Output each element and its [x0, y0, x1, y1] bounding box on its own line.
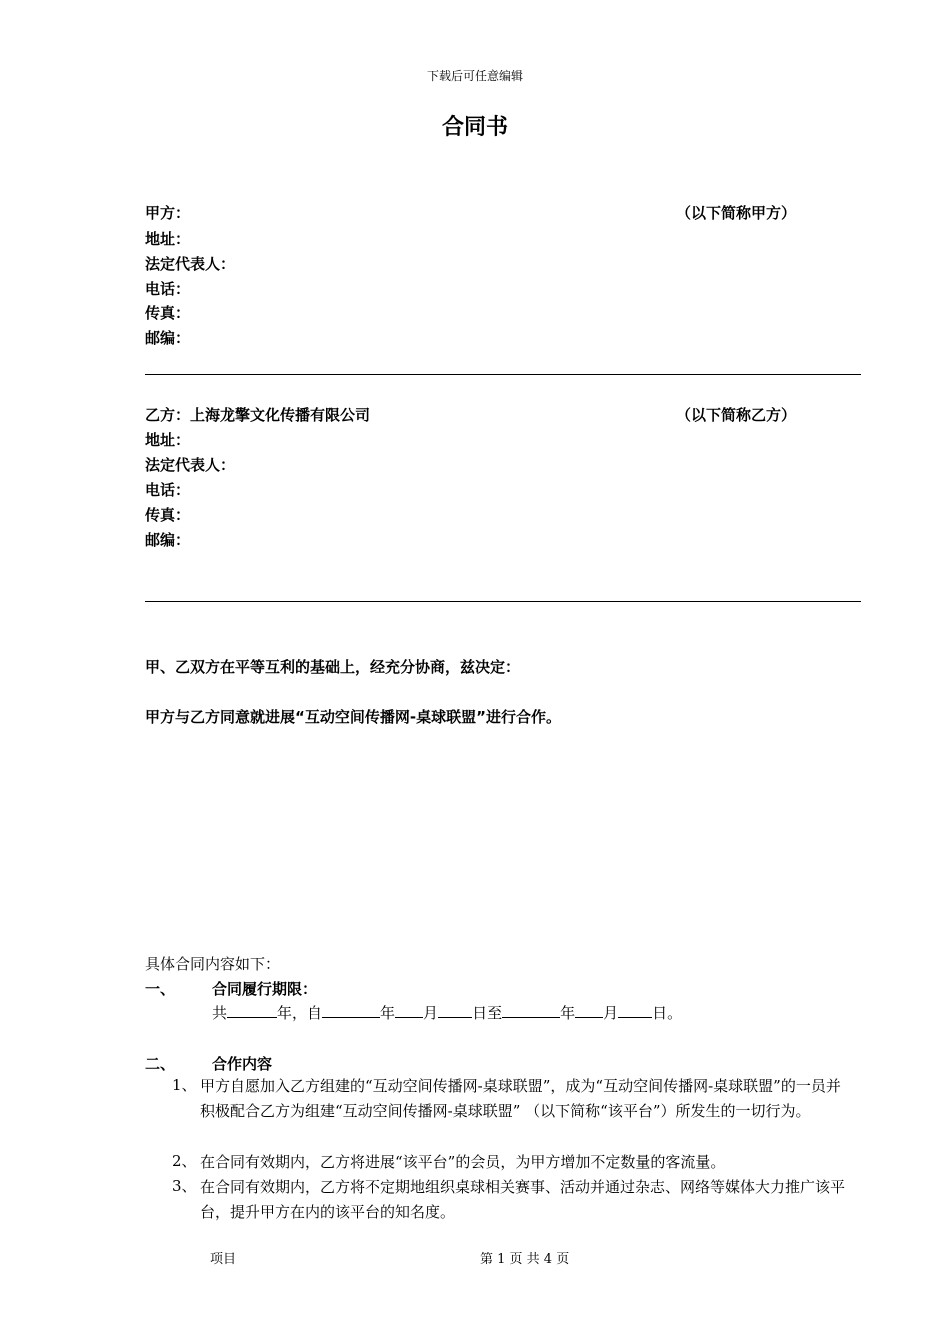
- party-a-fax: 传真：: [145, 304, 191, 322]
- party-a-label: 甲方：: [145, 204, 191, 222]
- item-text: 在合同有效期内，乙方将不定期地组织桌球相关赛事、活动并通过杂志、网络等媒体大力推广该平台，提升甲方在内的该平台的知名度。: [200, 1178, 846, 1221]
- item-number: 2、: [172, 1152, 197, 1170]
- term-text: 年: [380, 1004, 396, 1022]
- content-intro: 具体合同内容如下：: [145, 955, 281, 973]
- item-number: 1、: [172, 1076, 197, 1094]
- page-number: 第 1 页 共 4 页: [480, 1252, 570, 1267]
- intro-cooperation-line: 甲方与乙方同意就进展“互动空间传播网-桌球联盟”进行合作。: [145, 708, 561, 726]
- party-a-phone: 电话：: [145, 280, 191, 298]
- party-b-label: 乙方：上海龙擎文化传播有限公司: [145, 406, 371, 424]
- term-text: 年，自: [277, 1004, 323, 1022]
- separator-rule: [145, 601, 861, 602]
- end-month-blank[interactable]: [575, 1003, 603, 1018]
- party-b-phone: 电话：: [145, 481, 191, 499]
- term-text: 月: [423, 1004, 439, 1022]
- party-b-postcode: 邮编：: [145, 531, 191, 549]
- party-a-abbreviation: （以下简称甲方）: [676, 204, 797, 222]
- separator-rule: [145, 374, 861, 375]
- item-text: 在合同有效期内，乙方将进展“该平台”的会员，为甲方增加不定数量的客流量。: [200, 1153, 726, 1171]
- party-b-fax: 传真：: [145, 506, 191, 524]
- term-text: 日至: [472, 1004, 503, 1022]
- party-b-representative: 法定代表人：: [145, 456, 236, 474]
- section-2-heading: 合作内容: [212, 1055, 273, 1073]
- start-day-blank[interactable]: [438, 1003, 472, 1018]
- party-a-postcode: 邮编：: [145, 329, 191, 347]
- term-text: 月: [603, 1004, 619, 1022]
- contract-term-line: [212, 1002, 682, 1023]
- party-b-abbreviation: （以下简称乙方）: [676, 406, 797, 424]
- section-2-number: 二、: [145, 1055, 176, 1073]
- start-year-blank[interactable]: [322, 1003, 380, 1018]
- end-day-blank[interactable]: [618, 1003, 652, 1018]
- term-years-blank[interactable]: [227, 1003, 277, 1018]
- item-number: 3、: [172, 1177, 197, 1195]
- party-a-representative: 法定代表人：: [145, 255, 236, 273]
- term-text: 日。: [652, 1004, 683, 1022]
- item-text: 甲方自愿加入乙方组建的“互动空间传播网-桌球联盟”，成为“互动空间传播网-桌球联盟”的一员并积极配合乙方为组建“互动空间传播网-桌球联盟” （以下简称“该平台”）所发生的一切行为。: [200, 1077, 841, 1120]
- section-1-number: 一、: [145, 980, 176, 998]
- term-text: 年: [560, 1004, 576, 1022]
- footer-left: 项目: [210, 1252, 237, 1267]
- document-title: 合同书: [441, 115, 508, 140]
- party-b-address: 地址：: [145, 431, 191, 449]
- term-text: 共: [212, 1004, 228, 1022]
- end-year-blank[interactable]: [502, 1003, 560, 1018]
- section-1-heading: 合同履行期限：: [212, 980, 318, 998]
- header-note: 下载后可任意编辑: [426, 69, 523, 83]
- party-a-address: 地址：: [145, 230, 191, 248]
- start-month-blank[interactable]: [395, 1003, 423, 1018]
- intro-line: 甲、乙双方在平等互利的基础上，经充分协商，兹决定：: [145, 658, 521, 676]
